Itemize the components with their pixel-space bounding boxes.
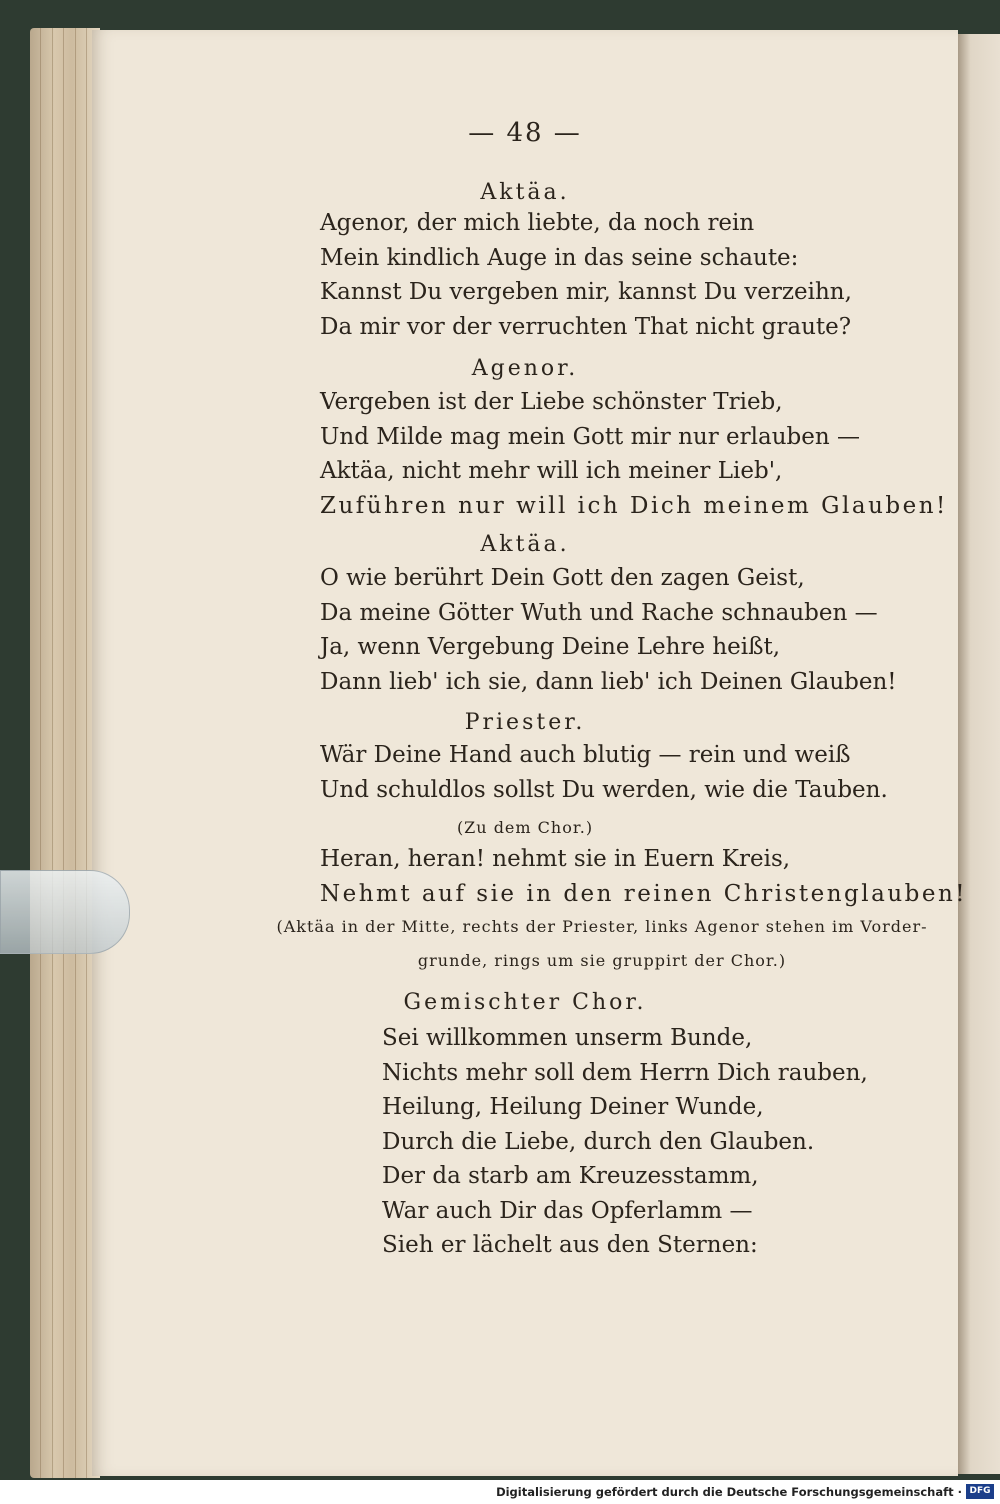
verse-line: Kannst Du vergeben mir, kannst Du verzeihn, [320,279,852,305]
stage-direction-inline: (Zu dem Chor.) [456,818,594,837]
verse-line: Wär Deine Hand auch blutig — rein und weiß [320,742,851,768]
verse-line: Und schuldlos sollst Du werden, wie die Tauben. [320,776,888,803]
verse-line: Da mir vor der verruchten That nicht graute? [320,313,852,340]
speaker-heading: Aktäa. [480,180,570,205]
stage-direction [262,910,942,978]
verse-line: Da meine Götter Wuth und Rache schnauben — [320,599,878,626]
footer-bar [0,1480,1000,1504]
verse-line: O wie berührt Dein Gott den zagen Geist, [320,565,805,591]
verse-line: Vergeben ist der Liebe schönster Trieb, [320,389,783,415]
speaker-heading: Agenor. [471,356,579,381]
speaker-heading: Gemischter Chor. [403,990,647,1015]
verse-block [382,1021,868,1263]
verse-block [320,738,888,807]
verse-line: Der da starb am Kreuzesstamm, [382,1163,759,1189]
book-page-edges [30,28,100,1478]
verse-block [320,561,897,699]
verse-line: War auch Dir das Opferlamm — [382,1197,753,1224]
verse-line: Dann lieb' ich sie, dann lieb' ich Deinen Glauben! [320,668,897,695]
verse-line: Heilung, Heilung Deiner Wunde, [382,1094,764,1120]
facing-page-edge [958,34,1000,1474]
verse-line: Sieh er lächelt aus den Sternen: [382,1232,758,1258]
speaker-heading: Priester. [464,710,586,735]
page-content [92,30,968,1476]
footer-credit: Digitalisierung gefördert durch die Deutsche Forschungsgemeinschaft · [496,1485,962,1499]
page-number: — 48 — [468,118,582,148]
verse-line: Mein kindlich Auge in das seine schaute: [320,244,799,271]
dfg-logo-icon: DFG [966,1484,994,1499]
verse-line: Agenor, der mich liebte, da noch rein [320,210,755,236]
stage-direction-line: (Aktäa in der Mitte, rechts der Priester, links Agenor stehen im Vorder- [276,917,928,936]
verse-line: Sei willkommen unserm Bunde, [382,1025,753,1051]
verse-block [320,842,967,911]
page-holder-clip [0,870,130,954]
stage-direction-line: grunde, rings um sie gruppirt der Chor.) [417,951,787,970]
verse-line: Und Milde mag mein Gott mir nur erlauben — [320,423,860,450]
verse-line: Ja, wenn Vergebung Deine Lehre heißt, [320,634,781,660]
verse-line: Heran, heran! nehmt sie in Euern Kreis, [320,846,791,872]
verse-line: Nichts mehr soll dem Herrn Dich rauben, [382,1059,868,1086]
verse-line: Durch die Liebe, durch den Glauben. [382,1128,815,1155]
verse-block [320,206,852,344]
verse-line: Nehmt auf sie in den reinen Christenglauben! [320,880,968,907]
verse-line: Aktäa, nicht mehr will ich meiner Lieb', [320,458,783,484]
verse-line: Zuführen nur will ich Dich meinem Glauben! [320,492,948,519]
verse-block [320,385,948,523]
speaker-heading: Aktäa. [480,532,570,557]
